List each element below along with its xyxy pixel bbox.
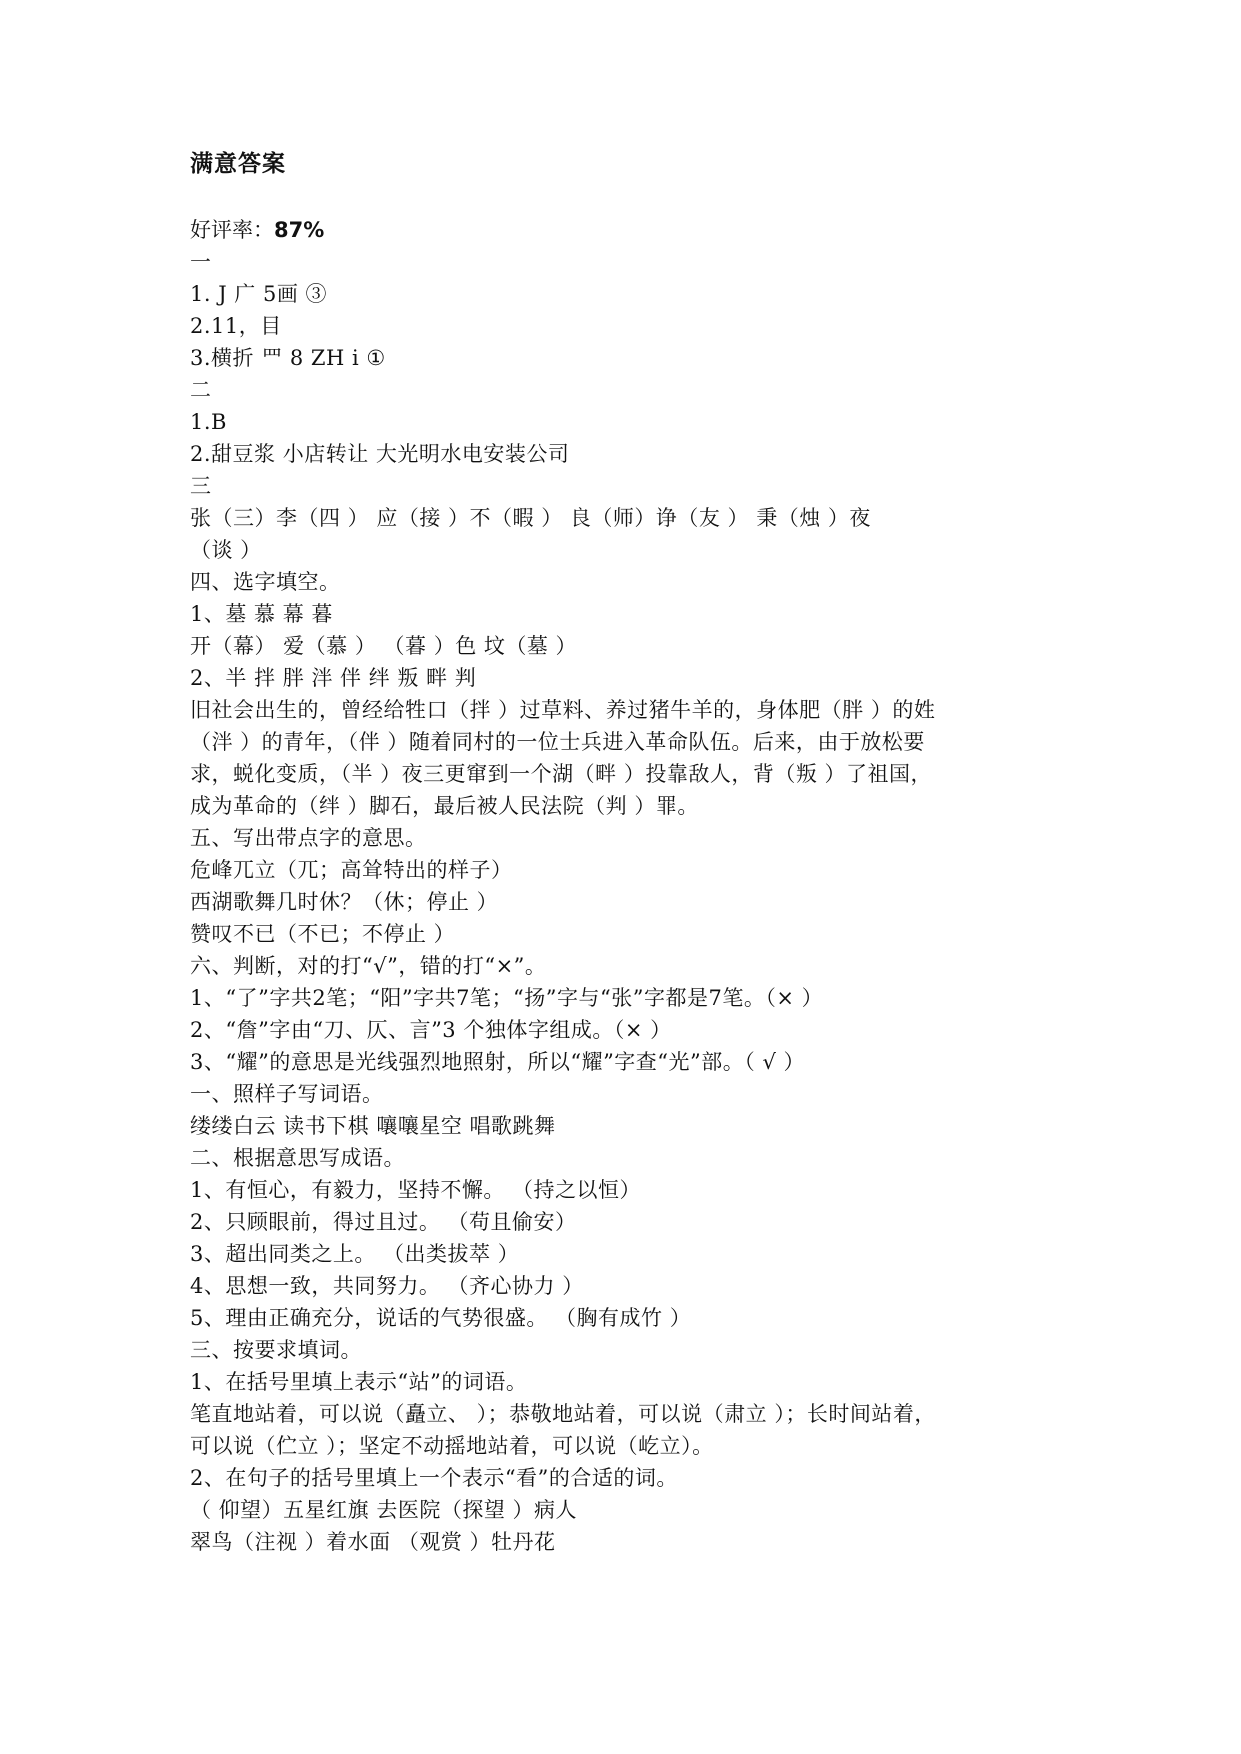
answer-line: 5、理由正确充分，说话的气势很盛。 （胸有成竹 ） [190,1306,692,1330]
answer-line: 四、选字填空。 [190,570,341,594]
answer-line: 求，蜕化变质，（半 ）夜三更窜到一个湖（畔 ）投靠敌人，背（叛 ）了祖国， [190,762,933,786]
answer-line: 西湖歌舞几时休？（休；停止 ） [190,890,499,914]
answer-line: 一、照样子写词语。 [190,1082,384,1106]
answer-line: 五、写出带点字的意思。 [190,826,427,850]
answer-line: 赞叹不已（不已；不停止 ） [190,922,456,946]
rating-label: 好评率： [190,218,274,242]
answer-line: 翠鸟（注视 ）着水面 （观赏 ）牡丹花 [190,1530,556,1554]
answer-line: 一 [190,250,212,274]
answer-line: 2.甜豆浆 小店转让 大光明水电安装公司 [190,442,570,466]
document-title: 满意答案 [190,151,286,177]
answer-line: 1. J 广 5画 ③ [190,282,328,306]
answer-line: 3、超出同类之上。 （出类拔萃 ） [190,1242,520,1266]
answer-line: 2、在句子的括号里填上一个表示“看”的合适的词。 [190,1466,678,1490]
answer-line: （谈 ） [190,538,262,562]
answer-line: （ 仰望）五星红旗 去医院（探望 ）病人 [190,1498,578,1522]
answer-line: 成为革命的（绊 ）脚石，最后被人民法院（判 ）罪。 [190,794,699,818]
answer-line: 张（三）李（四 ） 应（接 ）不（暇 ） 良（师）诤（友 ） 秉（烛 ）夜 [190,506,871,530]
answer-line: 三 [190,474,212,498]
answer-line: 2.11，目 [190,314,282,338]
answer-line: 4、思想一致，共同努力。 （齐心协力 ） [190,1274,584,1298]
rating-value: 87% [274,218,325,242]
answer-line: 六、判断，对的打“√”，错的打“×”。 [190,954,547,978]
answer-line: （泮 ）的青年，（伴 ）随着同村的一位士兵进入革命队伍。后来，由于放松要 [190,730,925,754]
answer-line: 二 [190,378,212,402]
answer-line: 笔直地站着，可以说（矗立、 ）；恭敬地站着，可以说（肃立 ）；长时间站着， [190,1402,936,1426]
answer-line: 1.B [190,410,227,434]
rating-line [190,214,1070,246]
document-page [190,148,1070,1558]
answer-line: 1、在括号里填上表示“站”的词语。 [190,1370,528,1394]
answer-line: 可以说（伫立 ）；坚定不动摇地站着，可以说（屹立）。 [190,1434,714,1458]
answer-line: 1、墓 慕 幕 暮 [190,602,333,626]
answer-line: 2、半 拌 胖 泮 伴 绊 叛 畔 判 [190,666,477,690]
answer-line: 2、“詹”字由“刀、仄、言”3 个独体字组成。（× ） [190,1018,672,1042]
answer-line: 3、“耀”的意思是光线强烈地照射，所以“耀”字查“光”部。（ √ ） [190,1050,806,1074]
answer-line: 2、只顾眼前，得过且过。 （苟且偷安） [190,1210,577,1234]
answer-line: 3.横折 罒 8 ZH i ① [190,346,386,370]
answer-line: 二、根据意思写成语。 [190,1146,405,1170]
answer-line: 1、“了”字共2笔；“阳”字共7笔；“扬”字与“张”字都是7笔。（× ） [190,986,824,1010]
answer-line: 旧社会出生的，曾经给牲口（拌 ）过草料、养过猪牛羊的，身体肥（胖 ）的姓 [190,698,936,722]
answer-line: 缕缕白云 读书下棋 嚷嚷星空 唱歌跳舞 [190,1114,556,1138]
answer-line: 三、按要求填词。 [190,1338,362,1362]
answer-line: 危峰兀立（兀；高耸特出的样子） [190,858,513,882]
answer-line: 1、有恒心，有毅力，坚持不懈。 （持之以恒） [190,1178,642,1202]
answer-line: 开（幕） 爱（慕 ） （暮 ）色 坟（墓 ） [190,634,578,658]
answer-body [190,246,1070,1558]
